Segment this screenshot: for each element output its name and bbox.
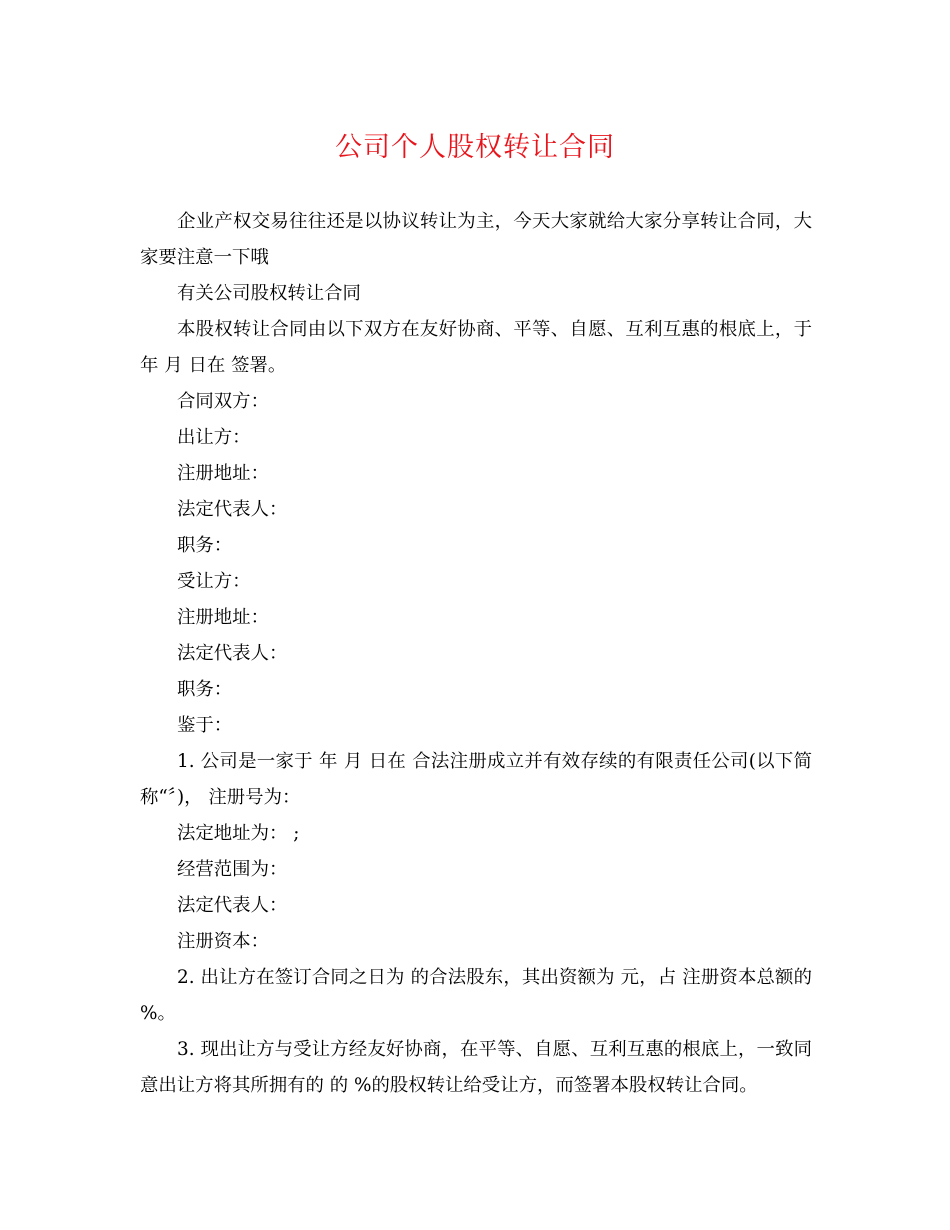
paragraph-transferor-position: 职务：: [177, 535, 233, 556]
paragraph-clause-2: 2. 出让方在签订合同之日为 的合法股东，其出资额为 元，占 注册资本总额的 %。: [140, 967, 812, 1024]
paragraph-parties: 合同双方：: [177, 391, 269, 412]
paragraph-preamble: 本股权转让合同由以下双方在友好协商、平等、自愿、互利互惠的根底上，于 年 月 日在 签署。: [140, 319, 812, 376]
paragraph-transferor-representative: 法定代表人：: [177, 499, 288, 520]
document-title: 公司个人股权转让合同: [335, 132, 615, 163]
paragraph-registered-capital: 注册资本：: [177, 931, 269, 952]
paragraph-legal-address: 法定地址为： ;: [177, 823, 300, 844]
paragraph-company-representative: 法定代表人：: [177, 895, 288, 916]
paragraph-business-scope: 经营范围为：: [177, 859, 288, 880]
paragraph-clause-3: 3. 现出让方与受让方经友好协商，在平等、自愿、互利互惠的根底上，一致同意出让方将其所拥有的 的 %的股权转让给受让方，而签署本股权转让合同。: [140, 1039, 812, 1096]
paragraph-intro: 企业产权交易往往还是以协议转让为主，今天大家就给大家分享转让合同，大家要注意一下哦: [140, 211, 812, 268]
paragraph-transferee-address: 注册地址：: [177, 607, 269, 628]
paragraph-transferee-position: 职务：: [177, 679, 233, 700]
paragraph-whereas: 鉴于：: [177, 715, 233, 736]
paragraph-subtitle: 有关公司股权转让合同: [177, 283, 361, 304]
paragraph-transferee-representative: 法定代表人：: [177, 643, 288, 664]
paragraph-transferor-address: 注册地址：: [177, 463, 269, 484]
paragraph-transferee: 受让方：: [177, 571, 251, 592]
paragraph-transferor: 出让方：: [177, 427, 251, 448]
paragraph-clause-1: 1. 公司是一家于 年 月 日在 合法注册成立并有效存续的有限责任公司(以下简称“〞)， 注册号为：: [140, 751, 812, 808]
document-body: [140, 204, 812, 1104]
